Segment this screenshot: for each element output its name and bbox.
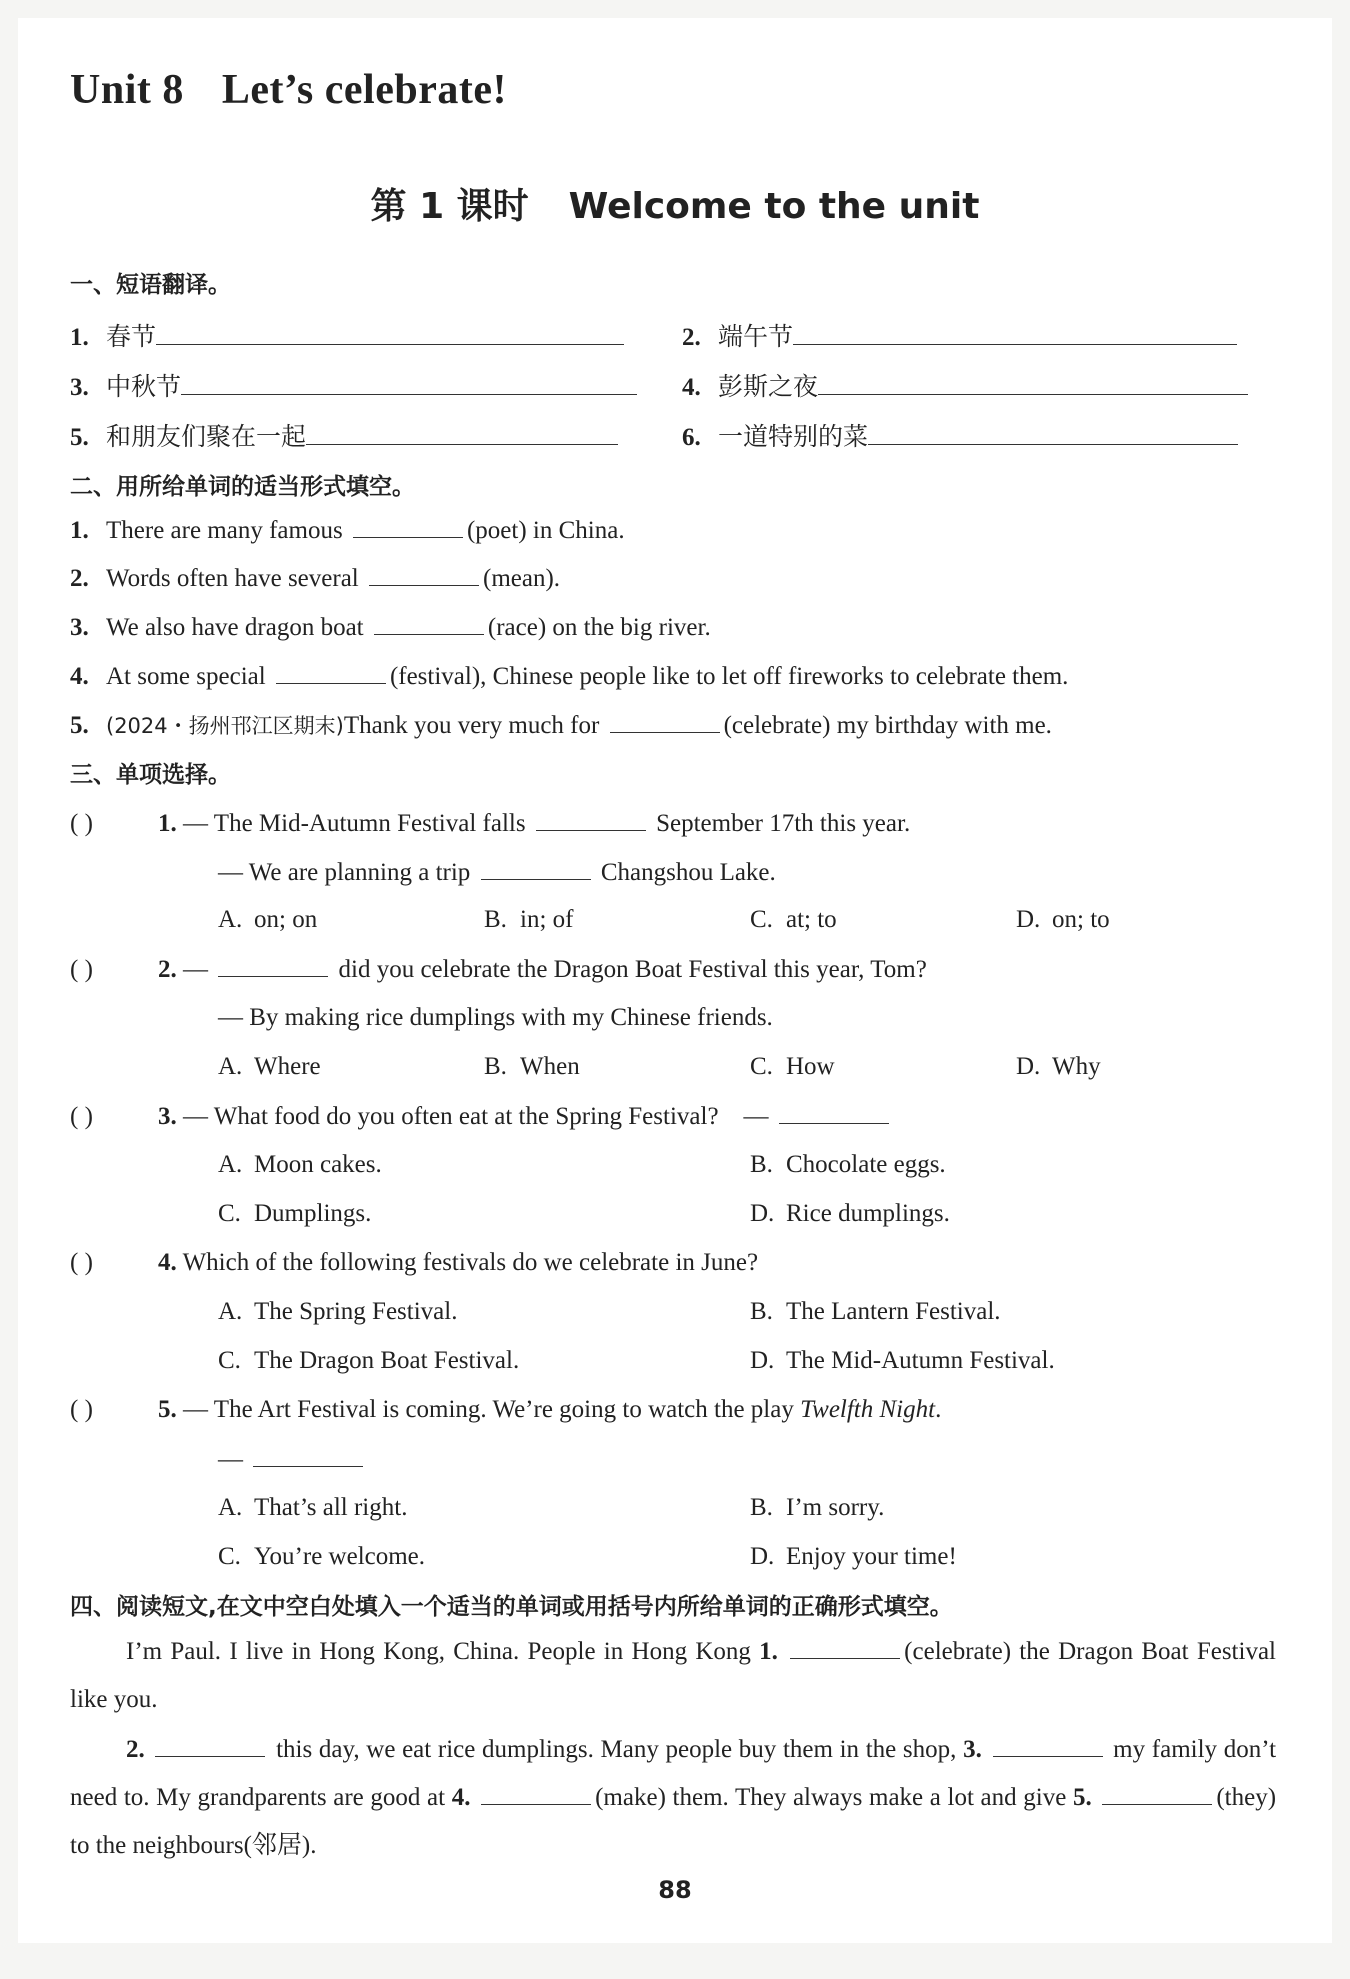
answer-paren[interactable]: ( ) — [70, 810, 93, 837]
answer-blank[interactable] — [374, 610, 484, 635]
answer-blank[interactable] — [353, 513, 463, 538]
phrase-item-5: 5. 和朋友们聚在一起 — [70, 418, 618, 455]
answer-blank[interactable] — [276, 659, 386, 684]
option-c[interactable]: C. How — [750, 1053, 835, 1080]
answer-blank[interactable] — [610, 708, 720, 733]
reading-paragraph-2: 2. this day, we eat rice dumplings. Many people buy them in the shop, 3. my family don’t need to. My grandparents are good at 4. (make) them. They always make a lot and give 5. (they) to the neighbours(邻居). — [70, 1726, 1276, 1870]
play-title: Twelfth Night — [800, 1396, 936, 1423]
part1-heading: 一、短语翻译。 — [70, 272, 231, 298]
answer-blank[interactable] — [181, 368, 637, 395]
unit-title: Unit 8 Let’s celebrate! — [70, 67, 507, 113]
worksheet-page — [18, 18, 1332, 1943]
reading-paragraph-1: I’m Paul. I live in Hong Kong, China. People in Hong Kong 1. (celebrate) the Dragon Boat Festival like you. — [70, 1628, 1276, 1724]
option-a[interactable]: A. Where — [218, 1053, 321, 1080]
fill-item-3: 3. We also have dragon boat (race) on the big river. — [70, 610, 1276, 645]
answer-blank[interactable] — [818, 368, 1248, 395]
page-number: 88 — [658, 1876, 692, 1904]
fill-item-5: 5. (2024・扬州邗江区期末)Thank you very much for (celebrate) my birthday with me. — [70, 708, 1276, 743]
answer-blank[interactable] — [790, 1634, 900, 1659]
answer-blank — [218, 952, 328, 977]
answer-blank[interactable] — [156, 318, 624, 345]
answer-blank[interactable] — [369, 561, 479, 586]
option-a[interactable]: A. on; on — [218, 906, 318, 933]
mc-question-4: ( ) 4. Which of the following festivals do we celebrate in June? — [70, 1246, 1276, 1280]
answer-blank[interactable] — [793, 318, 1237, 345]
option-b[interactable]: B. The Lantern Festival. — [750, 1298, 1001, 1325]
option-d[interactable]: D. Rice dumplings. — [750, 1200, 950, 1227]
option-d[interactable]: D. on; to — [1016, 906, 1110, 933]
fill-item-4: 4. At some special (festival), Chinese people like to let off fireworks to celebrate them. — [70, 659, 1276, 694]
mc-question-1-reply: — We are planning a trip Changshou Lake. — [218, 855, 1276, 890]
option-a[interactable]: A. That’s all right. — [218, 1494, 408, 1521]
mc-question-2-reply: — By making rice dumplings with my Chinese friends. — [218, 1004, 773, 1031]
option-b[interactable]: B. Chocolate eggs. — [750, 1151, 946, 1178]
option-c[interactable]: C. Dumplings. — [218, 1200, 372, 1227]
answer-blank[interactable] — [993, 1732, 1103, 1757]
answer-blank[interactable] — [481, 1780, 591, 1805]
mc-question-1: ( ) 1. — The Mid-Autumn Festival falls September 17th this year. — [70, 806, 1276, 841]
fill-item-2: 2. Words often have several (mean). — [70, 561, 1276, 596]
option-c[interactable]: C. You’re welcome. — [218, 1543, 426, 1570]
answer-blank — [779, 1099, 889, 1124]
mc-question-5-reply: — — [218, 1442, 1276, 1477]
option-a[interactable]: A. Moon cakes. — [218, 1151, 382, 1178]
option-d[interactable]: D. Why — [1016, 1053, 1101, 1080]
option-a[interactable]: A. The Spring Festival. — [218, 1298, 458, 1325]
mc-question-3: ( ) 3. — What food do you often eat at the Spring Festival? — — [70, 1099, 1276, 1134]
answer-blank[interactable] — [306, 418, 618, 445]
answer-blank — [536, 806, 646, 831]
option-c[interactable]: C. at; to — [750, 906, 837, 933]
mc-question-5: ( ) 5. — The Art Festival is coming. We’re going to watch the play Twelfth Night. — [70, 1393, 1276, 1427]
option-b[interactable]: B. I’m sorry. — [750, 1494, 885, 1521]
answer-paren[interactable]: ( ) — [70, 1249, 93, 1276]
option-c[interactable]: C. The Dragon Boat Festival. — [218, 1347, 520, 1374]
part2-heading: 二、用所给单词的适当形式填空。 — [70, 474, 415, 500]
answer-blank — [253, 1442, 363, 1467]
phrase-item-4: 4. 彭斯之夜 — [682, 368, 1248, 405]
part4-heading: 四、阅读短文,在文中空白处填入一个适当的单词或用括号内所给单词的正确形式填空。 — [70, 1594, 953, 1620]
mc-question-2: ( ) 2. — did you celebrate the Dragon Boat Festival this year, Tom? — [70, 952, 1276, 987]
phrase-item-3: 3. 中秋节 — [70, 368, 637, 405]
lesson-title: 第 1 课时 Welcome to the unit — [370, 186, 980, 227]
phrase-item-6: 6. 一道特别的菜 — [682, 418, 1238, 455]
part3-heading: 三、单项选择。 — [70, 762, 231, 788]
option-b[interactable]: B. in; of — [484, 906, 574, 933]
answer-blank — [481, 855, 591, 880]
answer-blank[interactable] — [1102, 1780, 1212, 1805]
answer-paren[interactable]: ( ) — [70, 956, 93, 983]
phrase-item-2: 2. 端午节 — [682, 318, 1237, 355]
option-d[interactable]: D. Enjoy your time! — [750, 1543, 957, 1570]
answer-blank[interactable] — [868, 418, 1238, 445]
fill-item-1: 1. There are many famous (poet) in China. — [70, 513, 1276, 548]
answer-blank[interactable] — [155, 1732, 265, 1757]
option-b[interactable]: B. When — [484, 1053, 580, 1080]
option-d[interactable]: D. The Mid-Autumn Festival. — [750, 1347, 1055, 1374]
phrase-item-1: 1. 春节 — [70, 318, 624, 355]
answer-paren[interactable]: ( ) — [70, 1103, 93, 1130]
answer-paren[interactable]: ( ) — [70, 1396, 93, 1423]
source-note: (2024・扬州邗江区期末) — [106, 714, 344, 738]
